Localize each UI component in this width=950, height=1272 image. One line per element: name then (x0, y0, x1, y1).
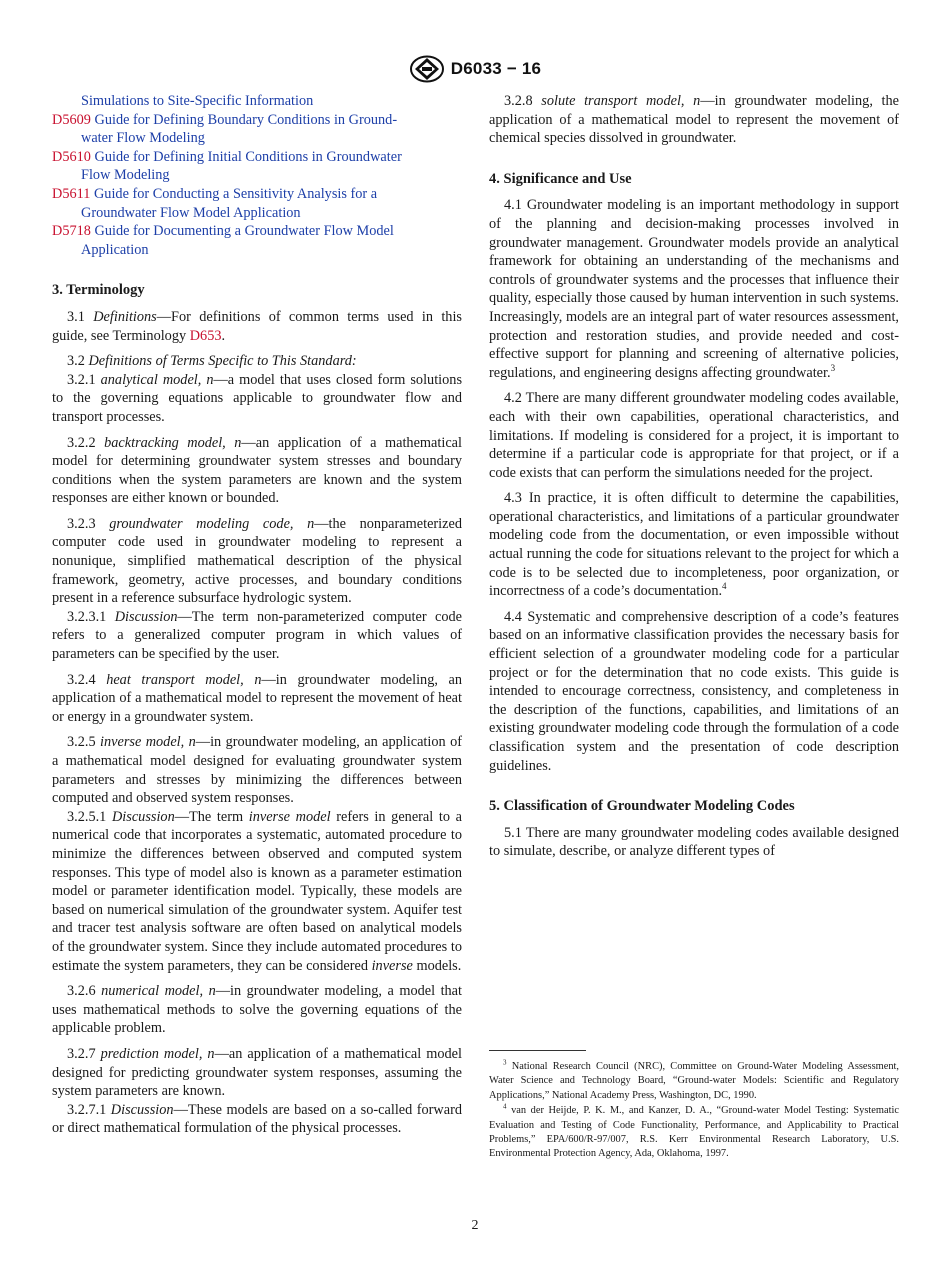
paragraph-3-2-2: 3.2.2 backtracking model, n—an application of a mathematical model for determining groundwater system stresses and boundary conditions when the system parameters are known and the system responses are either known or bounded. (52, 434, 463, 507)
paragraph-3-2-1: 3.2.1 analytical model, n—a model that uses closed form solutions to the governing equations applicable to groundwater flow and transport processes. (52, 371, 463, 425)
right-column (489, 92, 899, 868)
paragraph-3-2: 3.2 Definitions of Terms Specific to This Standard: (67, 353, 357, 370)
d653-link[interactable]: D653 (189, 327, 222, 344)
reference-item[interactable]: D5609 Guide for Defining Boundary Conditions in Ground- water Flow Modeling (52, 111, 398, 147)
footnote-ref[interactable]: 4 (722, 581, 727, 592)
astm-logo-icon (409, 55, 445, 83)
footnote-ref[interactable]: 3 (830, 362, 836, 373)
footnotes (489, 1060, 899, 1163)
reference-item[interactable]: D5718 Guide for Documenting a Groundwater Flow Model Application (52, 223, 394, 258)
paragraph-4-3: 4.3 In practice, it is often difficult to determine the capabilities, operational characteristics, and limitations of a particular groundwater modeling code from the documentation, or even impossible without actual running the code for situations relevant to the project for which a code is to be selected due to incompleteness, poor organization, or incorrectness of a code’s documentation.$^4$ (489, 490, 899, 600)
paragraph-3-2-7-1: 3.2.7.1 Discussion—These models are based on a so-called forward or direct mathematical formulation of the physical processes. (52, 1101, 462, 1137)
section-heading: 5. Classification of Groundwater Modeling Codes (489, 798, 795, 815)
paragraph-5-1: 5.1 There are many groundwater modeling codes available designed to simulate, describe, or analyze different types of (489, 824, 899, 860)
paragraph-4-1: 4.1 Groundwater modeling is an important methodology in support of the planning and decision-making processes involved in groundwater management. Groundwater models provide an analytical framework for obtaining an understanding of the mechanisms and controls of groundwater systems and the processes that influence their quality, especially those caused by human intervention in such systems. Increasingly, models are an integral part of water resources assessment, protection and restoration studies, and provide needed and cost-effective support for planning and screening of alternative policies, regulations, and engineering designs affecting groundwater.$^3$ (489, 197, 899, 381)
paragraph-3-2-3: 3.2.3 groundwater modeling code, n—the nonparameterized computer code used in groundwater modeling to represent a nonunique, simplified mathematical description of the physical framework, geometry, active processes, and boundary conditions present in a reference subsurface hydrologic system. (52, 515, 462, 607)
paragraph-3-2-4: 3.2.4 heat transport model, n—in groundwater modeling, an application of a mathematical model to represent the movement of heat or energy in a groundwater system. (52, 671, 463, 725)
reference-item[interactable]: Simulations to Site-Specific Information (81, 93, 314, 109)
footnote: $^4$ van der Heijde, P. K. M., and Kanzer, D. A., “Ground-water Model Testing: Systematic Evaluation and Testing of Code Functionality, Performance, and Applicability to Practical Problems,” EPA/600/R-97/007, R.S. Kerr Environmental Research Laboratory, U.S. Environmental Protection Agency, Ada, Oklahoma, 1997. (489, 1102, 899, 1160)
paragraph-4-4: 4.4 Systematic and comprehensive description of a code’s features based on an informative classification provides the necessary basis for efficient selection of a groundwater modeling code for a particular project or for the determination that no code exists. This guide is intended to encourage correctness, consistency, and completeness in the description of the functions, capabilities, and limitations of an existing groundwater modeling code through the formulation of a code classification system and the presentation of code description guidelines. (489, 608, 899, 774)
standard-designation: D6033 − 16 (450, 59, 542, 78)
paragraph-3-1: 3.1 Definitions—For definitions of common terms used in this guide, see Terminology D653. (52, 308, 462, 344)
paragraph-3-2-8: 3.2.8 solute transport model, n—in groundwater modeling, the application of a mathematical model to represent the movement of chemical species dissolved in groundwater. (489, 93, 900, 147)
section-heading: 4. Significance and Use (489, 170, 632, 187)
reference-item[interactable]: D5610 Guide for Defining Initial Conditions in Groundwater Flow Modeling (52, 148, 402, 184)
paragraph-3-2-5: 3.2.5 inverse model, n—in groundwater modeling, an application of a mathematical model designed for evaluating groundwater system parameters and stresses by minimizing the differences between computed and observed system responses. (52, 734, 462, 807)
paragraph-3-2-7: 3.2.7 prediction model, n—an application of a mathematical model designed for predicting groundwater system responses, assuming the system parameters are known. (52, 1045, 463, 1100)
page-header (0, 54, 950, 84)
left-column (52, 92, 462, 1145)
footnote: $^3$ National Research Council (NRC), Committee on Ground-Water Modeling Assessment, Water Science and Technology Board, “Ground-water Models: Scientific and Regulatory Applications,” National Academy Press, Washington, DC, 1990. (489, 1058, 899, 1101)
section-heading: 3. Terminology (52, 282, 145, 299)
reference-item[interactable]: D5611 Guide for Conducting a Sensitivity Analysis for a Groundwater Flow Model Application (52, 185, 378, 221)
paragraph-3-2-3-1: 3.2.3.1 Discussion—The term non-parameterized computer code refers to a generalized computer program in which values of parameters can be specified by the user. (52, 608, 462, 663)
footnote-divider (489, 1050, 586, 1051)
paragraph-3-2-5-1: 3.2.5.1 Discussion—The term inverse model refers in general to a numerical code that incorporates a systematic, automated procedure to minimize the differences between observed and computed system responses. This type of model also is known as a parameter estimation model or parameter identification model. Typically, these models are based on numerical simulation of the groundwater system. Aquifer test and tracer test analysis software are often based on analytical models of the groundwater system. Since they include automated procedures to estimate the system parameters, they can be considered inverse models. (52, 808, 462, 974)
paragraph-3-2-6: 3.2.6 numerical model, n—in groundwater modeling, a model that uses mathematical methods to solve the governing equations of the applicable problem. (52, 983, 463, 1037)
page-number: 2 (471, 1218, 479, 1233)
paragraph-4-2: 4.2 There are many different groundwater modeling codes available, each with their own capabilities, operational characteristics, and limitations. If modeling is considered for a project, it is important to determine if a particular code is appropriate for that project, or if a code exists that can perform the simulations needed for the project. (489, 390, 899, 481)
